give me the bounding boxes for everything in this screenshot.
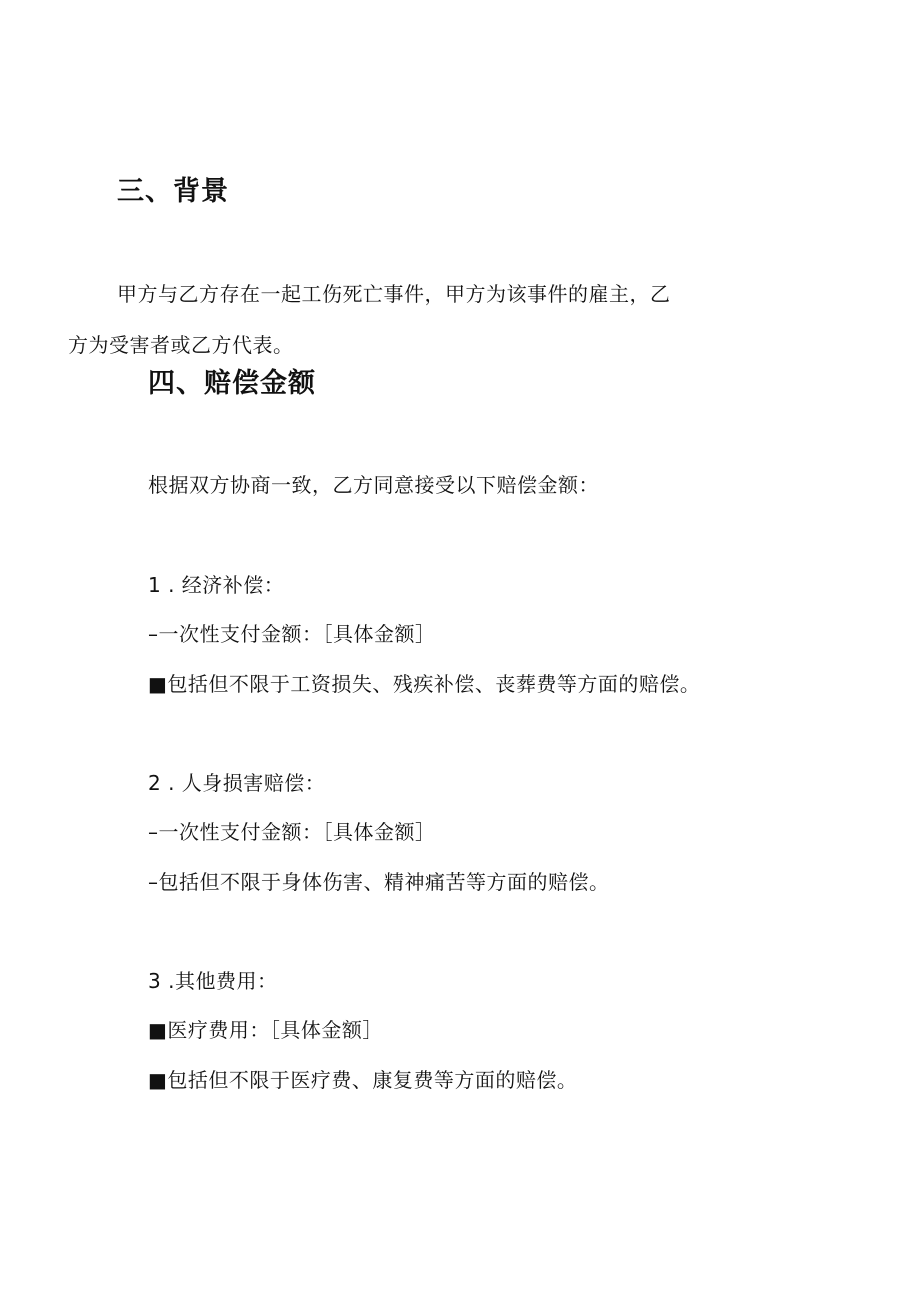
- background-paragraph-line-2: 方为受害者或乙方代表。: [68, 333, 294, 357]
- item-title-economic-compensation: 1 . 经济补偿：: [148, 573, 285, 597]
- item-line: –一次性支付金额：［具体金额］: [148, 820, 436, 844]
- item-line: ■包括但不限于工资损失、残疾补偿、丧葬费等方面的赔偿。: [148, 672, 701, 696]
- compensation-intro: 根据双方协商一致，乙方同意接受以下赔偿金额：: [148, 473, 599, 497]
- background-paragraph-line-1: 甲方与乙方存在一起工伤死亡事件，甲方为该事件的雇主，乙: [117, 282, 671, 306]
- item-line: –包括但不限于身体伤害、精神痛苦等方面的赔偿。: [148, 870, 610, 894]
- item-line: ■包括但不限于医疗费、康复费等方面的赔偿。: [148, 1068, 578, 1092]
- item-title-other-fees: 3 .其他费用：: [148, 969, 278, 993]
- section-heading-background: 三、背景: [117, 176, 229, 207]
- item-title-personal-injury: 2 . 人身损害赔偿：: [148, 771, 326, 795]
- item-line: ■医疗费用：［具体金额］: [148, 1018, 383, 1042]
- section-heading-compensation: 四、赔偿金额: [148, 368, 316, 399]
- item-line: –一次性支付金额：［具体金额］: [148, 622, 436, 646]
